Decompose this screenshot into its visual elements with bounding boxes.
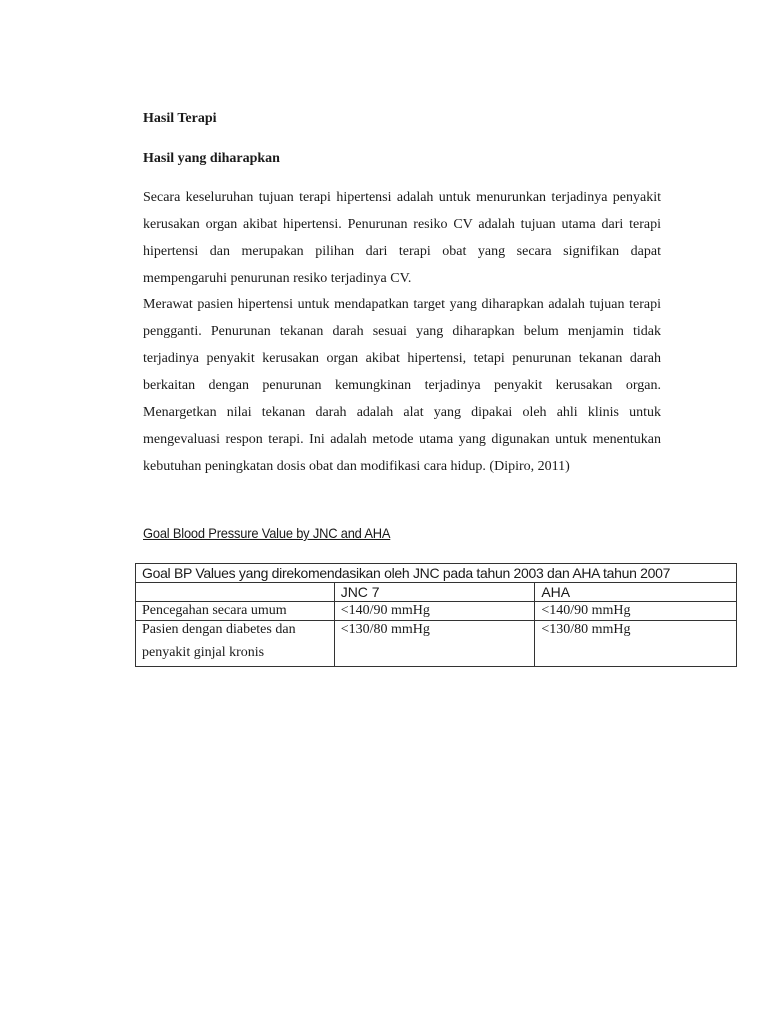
table-header-aha: AHA [535, 583, 737, 602]
section-heading: Hasil Terapi [143, 111, 217, 126]
aha-value: <140/90 mmHg [535, 602, 737, 621]
table-header-row [136, 583, 737, 602]
jnc7-value: <140/90 mmHg [334, 602, 535, 621]
table-row [136, 621, 737, 667]
row-label-line-2: penyakit ginjal kronis [142, 645, 265, 660]
subsection-heading: Hasil yang diharapkan [143, 151, 280, 166]
row-label: Pencegahan secara umum [136, 602, 335, 621]
table-caption: Goal Blood Pressure Value by JNC and AHA [143, 525, 391, 541]
jnc7-value: <130/80 mmHg [334, 621, 535, 667]
paragraph-2: Merawat pasien hipertensi untuk mendapatkan target yang diharapkan adalah tujuan terapi pengganti. Penurunan tekanan darah sesuai yang diharapkan belum menjamin tidak terjadinya penyakit kerusakan organ akibat hipertensi, tetapi penurunan tekanan darah berkaitan dengan penurunan kemungkinan terjadinya penyakit kerusakan organ. Menargetkan nilai tekanan darah adalah alat yang dipakai oleh ahli klinis untuk mengevaluasi respon terapi. Ini adalah metode utama yang digunakan untuk menentukan kebutuhan peningkatan dosis obat dan modifikasi cara hidup. (Dipiro, 2011) [143, 297, 661, 474]
row-label-line-1: Pasien dengan diabetes dan [142, 622, 296, 637]
table-title-row [136, 564, 737, 583]
table-title: Goal BP Values yang direkomendasikan oleh JNC pada tahun 2003 dan AHA tahun 2007 [136, 564, 737, 583]
paragraph-1: Secara keseluruhan tujuan terapi hipertensi adalah untuk menurunkan terjadinya penyakit kerusakan organ akibat hipertensi. Penurunan resiko CV adalah tujuan utama dari terapi hipertensi dan merupakan pilihan dari terapi obat yang secara signifikan dapat mempengaruhi penurunan resiko terjadinya CV. [143, 190, 661, 286]
table-header-jnc7: JNC 7 [334, 583, 535, 602]
aha-value: <130/80 mmHg [535, 621, 737, 667]
table-row [136, 602, 737, 621]
table-header-empty [136, 583, 335, 602]
row-label [136, 621, 335, 667]
bp-goal-table [135, 563, 737, 667]
